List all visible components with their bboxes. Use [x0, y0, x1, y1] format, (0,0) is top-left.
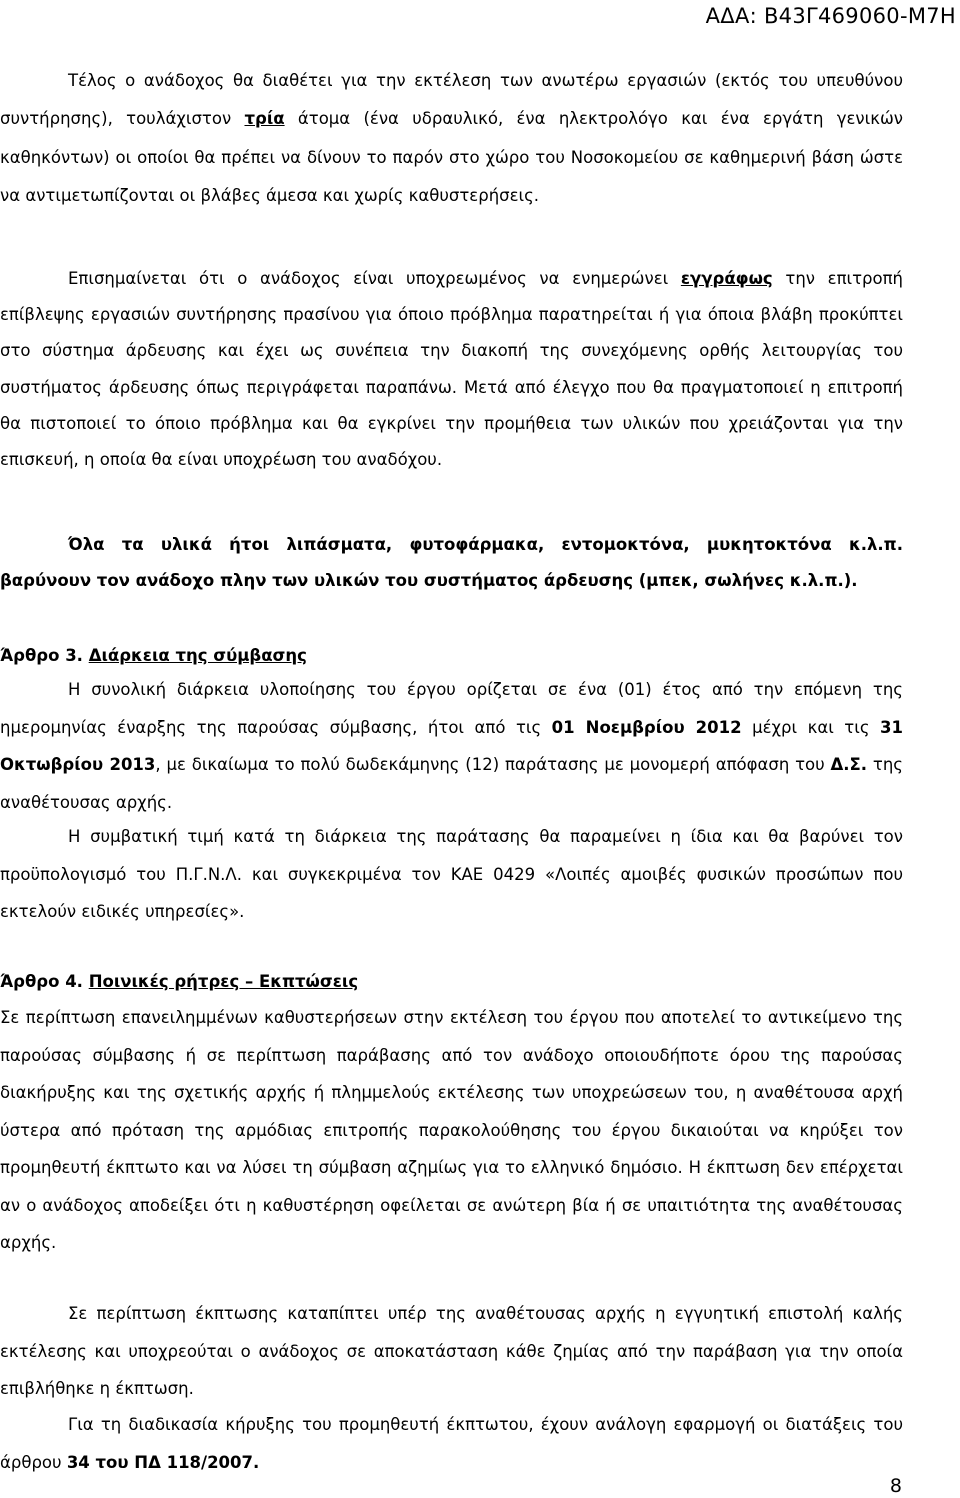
- paragraph-procedure: [0, 1406, 903, 1481]
- paragraph-staff: [0, 62, 903, 215]
- paragraph-penalties: Σε περίπτωση επανειλημμένων καθυστερήσεων στην εκτέλεση του έργου που αποτελεί το αντικείμενο της παρούσας σύμβασης ή σε περίπτωση παράβασης από τον ανάδοχο οποιουδήποτε όρου της παρούσας διακήρυξης και της σχετικής αρχής ή πλημμελούς εκτέλεσης των υποχρεώσεων του, η αναθέτουσα αρχή ύστερα από πρόταση της αρμόδιας επιτροπής παρακολούθησης του έργου δικαιούται να κηρύξει τον προμηθευτή έκπτωτο και να λύσει τη σύμβαση αζημίως για το ελληνικό δημόσιο. Η έκπτωση δεν επέρχεται αν ο ανάδοχος αποδείξει ότι η καθυστέρηση οφείλεται σε ανώτερη βία ή σε υπαιτιότητα της αναθέτουσας αρχής.: [0, 1008, 903, 1252]
- article-number: Άρθρο 4.: [0, 972, 89, 991]
- text-run: Για τη διαδικασία κήρυξης του προμηθευτή έκπτωτου, έχουν ανάλογη εφαρμογή οι διατάξεις του άρθρου: [0, 1415, 903, 1472]
- paragraph-notification: [0, 261, 903, 478]
- article-number: Άρθρο 3.: [0, 646, 89, 665]
- paragraph-contract-price: Η συμβατική τιμή κατά τη διάρκεια της παράτασης θα παραμείνει η ίδια και θα βαρύνει τον προϋπολογισμό του Π.Γ.Ν.Λ. και συγκεκριμένα τον ΚΑΕ 0429 «Λοιπές αμοιβές φυσικών προσώπων που εκτελούν ειδικές υπηρεσίες».: [0, 827, 903, 921]
- text-run: Επισημαίνεται ότι ο ανάδοχος είναι υποχρεωμένος να ενημερώνει: [68, 269, 681, 288]
- ada-code: ΑΔΑ: Β43Γ469060-Μ7Η: [705, 4, 956, 28]
- page-number: 8: [889, 1475, 902, 1497]
- article-3-heading: [0, 644, 307, 668]
- paragraph-duration: [0, 671, 903, 821]
- emphasis-in-writing: εγγράφως: [680, 269, 773, 288]
- article-title: Διάρκεια της σύμβασης: [88, 646, 307, 665]
- board-abbreviation: Δ.Σ.: [830, 755, 868, 774]
- text-run: Τέλος ο ανάδοχος θα διαθέτει για την εκτέλεση των ανωτέρω εργασιών (εκτός του υπευθύνου συντήρησης), τουλάχιστον: [0, 71, 903, 129]
- emphasis-three: τρία: [244, 109, 285, 129]
- article-title: Ποινικές ρήτρες – Εκπτώσεις: [88, 972, 359, 991]
- text-run: την επιτροπή επίβλεψης εργασιών συντήρησης πρασίνου για όποιο πρόβλημα παρατηρείται ή για όποια βλάβη προκύπτει στο σύστημα άρδευσης και έχει ως συνέπεια την διακοπή της συνεχόμενης ορθής λειτουργίας του συστήματος άρδευσης όπως περιγράφεται παραπάνω. Μετά από έλεγχο που θα πραγματοποιεί η επιτροπή θα πιστοποιεί το όποιο πρόβλημα και θα εγκρίνει την προμήθεια των υλικών που χρειάζονται για την επισκευή, η οποία θα είναι υποχρέωση του αναδόχου.: [0, 269, 903, 470]
- end-date: 31 Οκτωβρίου 2013: [0, 717, 903, 774]
- text-run: , με δικαίωμα το πολύ δωδεκάμηνης (12) παράτασης με μονομερή απόφαση του: [155, 755, 831, 774]
- text-run: της αναθέτουσας αρχής.: [0, 755, 903, 812]
- paragraph-materials: Όλα τα υλικά ήτοι λιπάσματα, φυτοφάρμακα, εντομοκτόνα, μυκητοκτόνα κ.λ.π. βαρύνουν τον ανάδοχο πλην των υλικών του συστήματος άρδευσης (μπεκ, σωλήνες κ.λ.π.).: [0, 535, 903, 591]
- article-4-heading: [0, 970, 358, 994]
- text-run: Η συνολική διάρκεια υλοποίησης του έργου ορίζεται σε ένα (01) έτος από την επόμενη της ημερομηνίας έναρξης της παρούσας σύμβασης, ήτοι από τις: [0, 680, 903, 737]
- text-run: μέχρι και τις: [741, 717, 881, 737]
- paragraph-forfeiture: Σε περίπτωση έκπτωσης καταπίπτει υπέρ της αναθέτουσας αρχής η εγγυητική επιστολή καλής εκτέλεσης και υποχρεούται ο ανάδοχος σε αποκατάσταση κάθε ζημίας από την παράβαση για την οποία επιβλήθηκε η έκπτωση.: [0, 1304, 903, 1398]
- start-date: 01 Νοεμβρίου 2012: [551, 717, 742, 737]
- law-reference: 34 του ΠΔ 118/2007.: [66, 1452, 260, 1472]
- text-run: άτομα (ένα υδραυλικό, ένα ηλεκτρολόγο και ένα εργάτη γενικών καθηκόντων) οι οποίοι θα πρέπει να δίνουν το παρόν στο χώρο του Νοσοκομείου σε καθημερινή βάση ώστε να αντιμετωπίζονται οι βλάβες άμεσα και χωρίς καθυστερήσεις.: [0, 109, 903, 205]
